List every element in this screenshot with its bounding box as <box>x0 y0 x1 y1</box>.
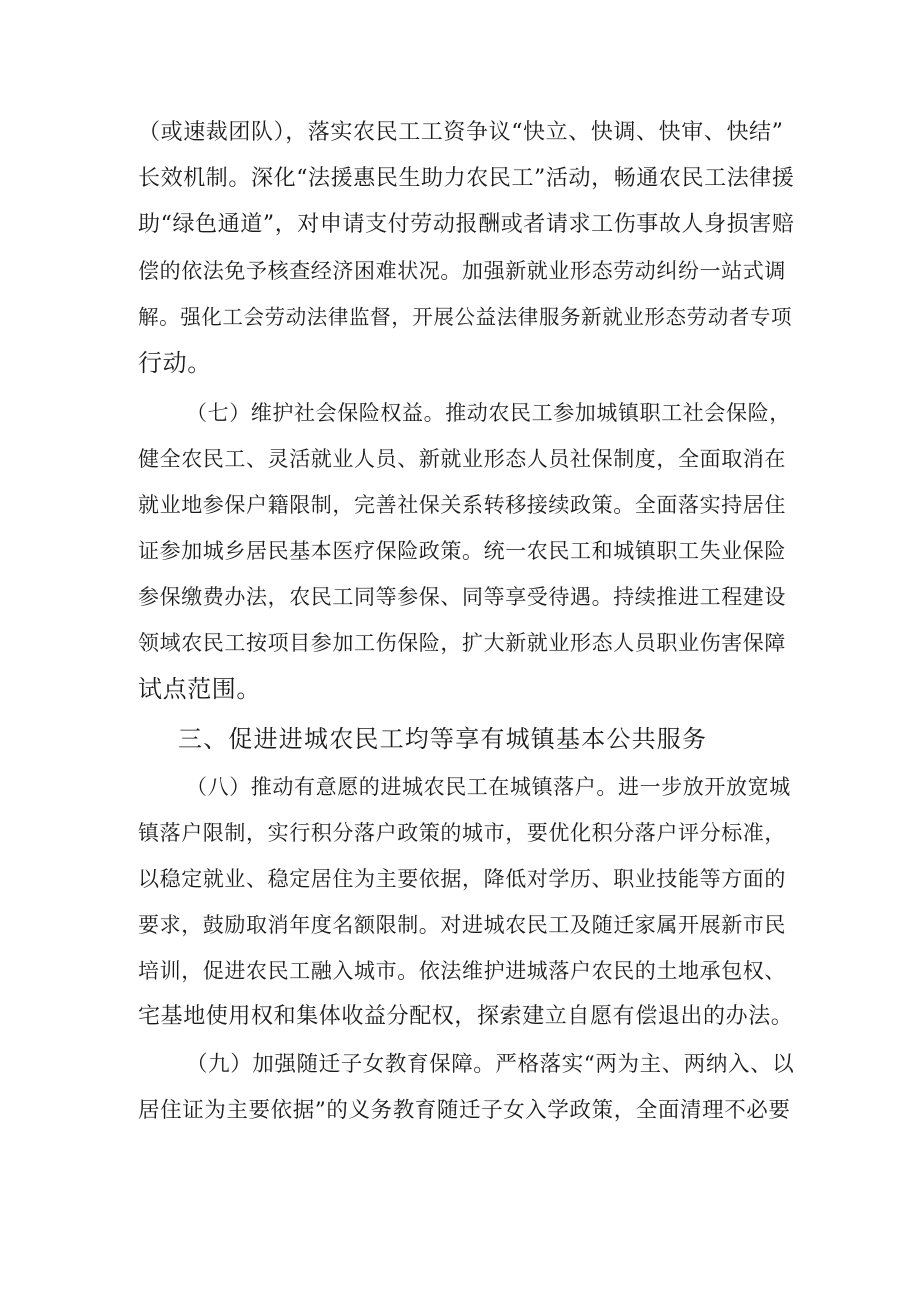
paragraph-7-line-7: 试点范围。 <box>138 675 261 703</box>
paragraph-7-line-5: 参保缴费办法，农民工同等参保、同等享受待遇。持续推进工程建设 <box>138 585 786 609</box>
paragraph-6-line-3: 助“绿色通道”，对申请支付劳动报酬或者请求工伤事故人身损害赔 <box>138 212 795 237</box>
paragraph-7-line-2: 健全农民工、灵活就业人员、新就业形态人员社保制度，全面取消在 <box>138 447 786 471</box>
paragraph-6-line-5: 解。强化工会劳动法律监督，开展公益法律服务新就业形态劳动者专项 <box>138 305 793 329</box>
paragraph-7-line-3: 就业地参保户籍限制，完善社保关系转移接续政策。全面落实持居住 <box>138 493 786 517</box>
paragraph-8-line-3: 以稳定就业、稳定居住为主要依据，降低对学历、职业技能等方面的 <box>138 867 786 891</box>
paragraph-8-line-4: 要求，鼓励取消年度名额限制。对进城农民工及随迁家属开展新市民 <box>138 913 786 937</box>
paragraph-7-line-4: 证参加城乡居民基本医疗保险政策。统一农民工和城镇职工失业保险 <box>138 539 786 563</box>
paragraph-8-line-1: （八）推动有意愿的进城农民工在城镇落户。进一步放开放宽城 <box>186 775 791 799</box>
paragraph-6-line-4: 偿的依法免予核查经济困难状况。加强新就业形态劳动纠纷一站式调 <box>138 259 786 283</box>
paragraph-8-line-5: 培训，促进农民工融入城市。依法维护进城落户农民的土地承包权、 <box>138 959 786 983</box>
paragraph-6-line-1: （或速裁团队），落实农民工工资争议“快立、快调、快审、快结” <box>138 120 784 145</box>
paragraph-8-line-6: 宅基地使用权和集体收益分配权，探索建立自愿有偿退出的办法。 <box>138 1004 794 1029</box>
paragraph-9-line-1: （九）加强随迁子女教育保障。严格落实“两为主、两纳入、以 <box>186 1052 795 1077</box>
paragraph-6-line-6: 行动。 <box>138 349 212 377</box>
paragraph-7-line-1: （七）维护社会保险权益。推动农民工参加城镇职工社会保险， <box>186 401 791 425</box>
paragraph-9-line-2: 居住证为主要依据”的义务教育随迁子女入学政策，全面清理不必要 <box>138 1098 791 1123</box>
section-3-heading: 三、促进进城农民工均等享有城镇基本公共服务 <box>178 725 708 753</box>
paragraph-7-line-6: 领域农民工按项目参加工伤保险，扩大新就业形态人员职业伤害保障 <box>138 631 786 655</box>
paragraph-6-line-2: 长效机制。深化“法援惠民生助力农民工”活动，畅通农民工法律援 <box>138 166 795 191</box>
paragraph-8-line-2: 镇落户限制，实行积分落户政策的城市，要优化积分落户评分标准， <box>138 821 786 845</box>
